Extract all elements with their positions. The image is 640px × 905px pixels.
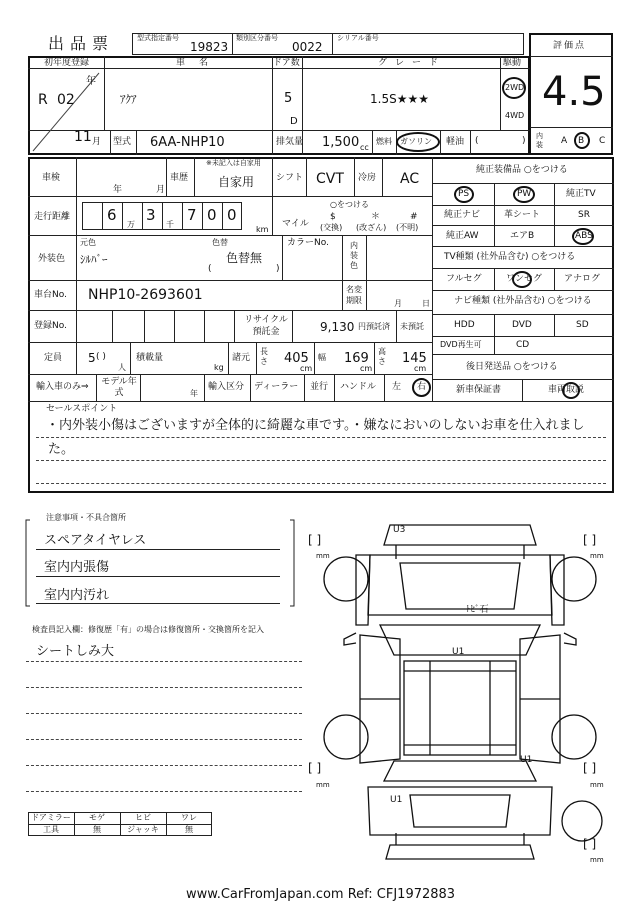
change-paren-close: ) xyxy=(276,264,280,274)
model-value: 6AA-NHP10 xyxy=(150,135,225,150)
height-cm: cm xyxy=(414,364,427,373)
orig-color-label: 元色 xyxy=(80,238,96,247)
mirror-header-2: モゲ xyxy=(89,813,105,822)
tire-bracket-fr: [ ] xyxy=(583,533,597,547)
height-label: 高さ xyxy=(378,347,386,366)
import-parallel: 並行 xyxy=(310,382,329,392)
width-cm: cm xyxy=(360,364,373,373)
displacement-label: 排気量 xyxy=(276,137,304,147)
note-item-3: 室内内汚れ xyxy=(44,588,110,603)
dvd-play-label: DVD再生可 xyxy=(440,340,482,349)
tv-analog: アナログ xyxy=(564,274,601,284)
diagram-mark-u1-roof: U1 xyxy=(452,647,465,657)
capacity-label: 定員 xyxy=(44,353,63,363)
color-no-label: カラーNo. xyxy=(287,238,329,248)
car-name-label: 車名 xyxy=(176,58,223,68)
note-item-2: 室内内張傷 xyxy=(44,560,110,575)
handle-label: ハンドル xyxy=(340,382,377,392)
year-value: 02 xyxy=(57,92,75,108)
tire-bracket-rl: [ ] xyxy=(308,761,322,775)
width-label: 幅 xyxy=(318,353,326,362)
chassis-value: NHP10-2693601 xyxy=(88,287,203,303)
mirror-header-1: ドアミラー xyxy=(31,813,71,822)
interior-label: 内装 xyxy=(536,132,543,149)
equip-airbag: エアB xyxy=(510,231,535,241)
mileage-digit-5: 0 xyxy=(227,206,237,224)
car-damage-diagram xyxy=(300,515,620,870)
navi-title: ナビ種類 (社外品含む) ○をつける xyxy=(454,296,592,306)
capacity-value: 5 xyxy=(88,351,96,365)
change-color-label: 色替 xyxy=(212,238,228,247)
tv-oneseg: ワンセグ xyxy=(506,274,543,284)
import-dealer: ディーラー xyxy=(254,382,299,392)
tire-bracket-spare: [ ] xyxy=(583,837,597,851)
equip-sr: SR xyxy=(578,210,590,220)
mileage-unit-sen: 千 xyxy=(166,220,174,229)
equip-pw: PW xyxy=(517,189,532,199)
mileage-star: ＊ xyxy=(371,212,381,222)
diagram-mark-u3: U3 xyxy=(393,525,406,535)
tv-fullseg: フルセグ xyxy=(446,274,482,284)
change-paren-open: ( xyxy=(208,264,212,274)
fuel-other-close: ) xyxy=(522,136,526,146)
fuel-label: 燃料 xyxy=(376,137,392,146)
navi-hdd: HDD xyxy=(454,320,475,330)
score-value: 4.5 xyxy=(542,69,606,115)
tire-bracket-fl: [ ] xyxy=(308,533,322,547)
displacement-value: 1,500 xyxy=(322,135,360,150)
capacity-paren: ( ) xyxy=(96,352,106,362)
mileage-label: 走行距離 xyxy=(34,212,71,222)
doors-value: 5 xyxy=(284,91,293,106)
tire-mm-spare: mm xyxy=(590,856,604,864)
interior-a: A xyxy=(561,136,568,146)
spec-label: 諸元 xyxy=(232,353,251,363)
handle-right: 右 xyxy=(417,382,427,392)
model-label: 型式 xyxy=(113,137,132,147)
history-value: 自家用 xyxy=(218,175,255,189)
interior-c: C xyxy=(599,136,606,146)
equip-ps: PS xyxy=(458,189,470,199)
length-value: 405 xyxy=(284,351,309,366)
orig-color-value: ｼﾙﾊﾞｰ xyxy=(80,253,108,266)
recycle-pending: 未預託 xyxy=(400,322,424,331)
equip-abs: ABS xyxy=(575,231,593,241)
tire-mm-fl: mm xyxy=(316,552,330,560)
interior-color-label: 内装色 xyxy=(350,241,358,270)
expiry-label: 名変期限 xyxy=(346,285,362,305)
equip-tv: 純正TV xyxy=(566,189,596,199)
mileage-hash: # xyxy=(410,212,418,222)
fuel-gasoline: ガソリン xyxy=(400,137,432,146)
color-label: 外装色 xyxy=(38,254,66,264)
mirror-header-4: ワレ xyxy=(181,813,197,822)
inspector-item-1: シートしみ大 xyxy=(36,644,115,659)
import-year-unit: 年 xyxy=(190,389,198,398)
mileage-digit-2: 3 xyxy=(146,206,156,224)
mileage-dollar-note: (交換) xyxy=(320,223,343,232)
navi-dvd: DVD xyxy=(512,320,532,330)
model-code-value: 19823 xyxy=(190,40,229,54)
mile-option: マイル xyxy=(282,219,309,229)
expiry-day-unit: 日 xyxy=(422,299,430,308)
notes-label: 注意事項・不具合箇所 xyxy=(46,513,126,522)
docs-title: 後日発送品 ○をつける xyxy=(466,362,558,372)
model-code-label: 型式指定番号 xyxy=(137,34,179,42)
shaken-month-unit: 月 xyxy=(156,185,166,195)
serial-label: シリアル番号 xyxy=(337,34,379,42)
era-value: R xyxy=(38,92,48,108)
mileage-circle-note: ○をつける xyxy=(330,200,369,209)
recycle-value: 9,130 xyxy=(320,320,355,334)
mileage-digit-1: 6 xyxy=(107,206,117,224)
sales-point-line2: た。 xyxy=(48,442,75,457)
tv-title: TV種類 (社外品含む) ○をつける xyxy=(444,252,576,262)
load-label: 積載量 xyxy=(136,353,164,363)
footer-ref: www.CarFromJapan.com Ref: CFJ1972883 xyxy=(186,887,456,902)
tire-bracket-rr: [ ] xyxy=(583,761,597,775)
interior-b: B xyxy=(578,136,585,146)
first-reg-label: 初年度登録 xyxy=(44,58,90,68)
history-label: 車歴 xyxy=(170,173,189,183)
mirror-value-3: ジャッキ xyxy=(127,825,159,834)
mirror-header-3: ヒビ xyxy=(135,813,151,822)
mirror-value-2: 無 xyxy=(93,825,101,834)
drive-4wd: 4WD xyxy=(505,111,525,120)
car-name-value: ｱｸｱ xyxy=(120,93,137,106)
height-value: 145 xyxy=(402,351,427,366)
reg-no-label: 登録No. xyxy=(34,321,67,331)
grade-value: 1.5S★★★ xyxy=(370,92,429,106)
drive-2wd: 2WD xyxy=(505,83,525,92)
diagram-mark-u1-bumper: U1 xyxy=(390,795,403,805)
import-class-label: 輸入区分 xyxy=(208,382,245,392)
mileage-unit-km: km xyxy=(256,225,269,234)
month-value: 11 xyxy=(74,129,92,145)
sales-point-line1: ・内外装小傷はございますが全体的に綺麗な車です。・嫌なにおいのしないお車を仕入れまし xyxy=(46,418,585,433)
navi-sd: SD xyxy=(576,320,589,330)
mileage-star-note: (改ざん) xyxy=(356,223,387,232)
mileage-dollar: $ xyxy=(330,212,336,222)
expiry-month-unit: 月 xyxy=(394,299,402,308)
handle-left: 左 xyxy=(392,382,402,392)
import-label: 輸入車のみ⇒ xyxy=(36,382,89,392)
length-label: 長さ xyxy=(260,347,268,366)
width-value: 169 xyxy=(344,351,369,366)
shift-value: CVT xyxy=(316,171,344,187)
change-color-value: 色替無 xyxy=(226,251,263,265)
mileage-digit-3: 7 xyxy=(187,206,197,224)
displacement-unit: cc xyxy=(360,143,369,152)
load-kg-unit: kg xyxy=(214,363,224,372)
shift-label: シフト xyxy=(276,173,304,183)
doors-label: ドア数 xyxy=(273,58,300,68)
category-label: 類別区分番号 xyxy=(236,34,278,42)
equip-leather: 革シート xyxy=(504,210,541,220)
recycle-label: リサイクル預託金 xyxy=(244,315,288,337)
doc-manual: 車両取説 xyxy=(548,385,585,395)
mirror-value-1: 工具 xyxy=(43,825,59,834)
fuel-light-oil: 軽油 xyxy=(446,137,465,147)
year-unit: 年 xyxy=(86,76,96,87)
grade-label: グレード xyxy=(378,58,447,68)
equipment-title: 純正装備品 ○をつける xyxy=(476,165,568,175)
score-label: 評価点 xyxy=(553,41,587,51)
form-title: 出品票 xyxy=(48,34,115,53)
sales-point-label: セールスポイント xyxy=(46,404,118,414)
category-value: 0022 xyxy=(292,40,323,54)
drive-label: 駆動 xyxy=(503,58,522,68)
mileage-unit-man: 万 xyxy=(127,220,135,229)
recycle-unit: 円預託済 xyxy=(358,322,390,331)
month-unit: 月 xyxy=(92,137,102,147)
diagram-mark-stone: ﾄﾋﾞ石 xyxy=(466,605,489,615)
mirror-value-4: 無 xyxy=(185,825,193,834)
shaken-label: 車検 xyxy=(42,173,61,183)
history-note: ※未記入は自家用 xyxy=(206,159,261,167)
chassis-label: 車台No. xyxy=(34,290,67,300)
equip-aw: 純正AW xyxy=(446,231,479,241)
length-cm: cm xyxy=(300,364,313,373)
capacity-person-unit: 人 xyxy=(118,363,126,372)
shaken-year-unit: 年 xyxy=(113,185,123,195)
model-year-label: モデル年式 xyxy=(101,377,137,398)
doc-warranty: 新車保証書 xyxy=(456,385,502,395)
equip-navi: 純正ナビ xyxy=(444,210,481,220)
mileage-hash-note: (不明) xyxy=(396,223,419,232)
tire-mm-fr: mm xyxy=(590,552,604,560)
note-item-1: スペアタイヤレス xyxy=(44,533,147,548)
ac-value: AC xyxy=(400,171,420,187)
door-type: D xyxy=(290,116,298,127)
mileage-digit-4: 0 xyxy=(207,206,217,224)
cd-option: CD xyxy=(516,340,530,350)
tire-mm-rr: mm xyxy=(590,781,604,789)
inspector-label: 検査員記入欄：修復歴「有」の場合は修復箇所・交換箇所を記入 xyxy=(32,625,264,634)
fuel-other-open: ( xyxy=(475,136,479,146)
ac-label: 冷房 xyxy=(358,173,377,183)
diagram-mark-u1-rear: U1 xyxy=(520,755,533,765)
tire-mm-rl: mm xyxy=(316,781,330,789)
